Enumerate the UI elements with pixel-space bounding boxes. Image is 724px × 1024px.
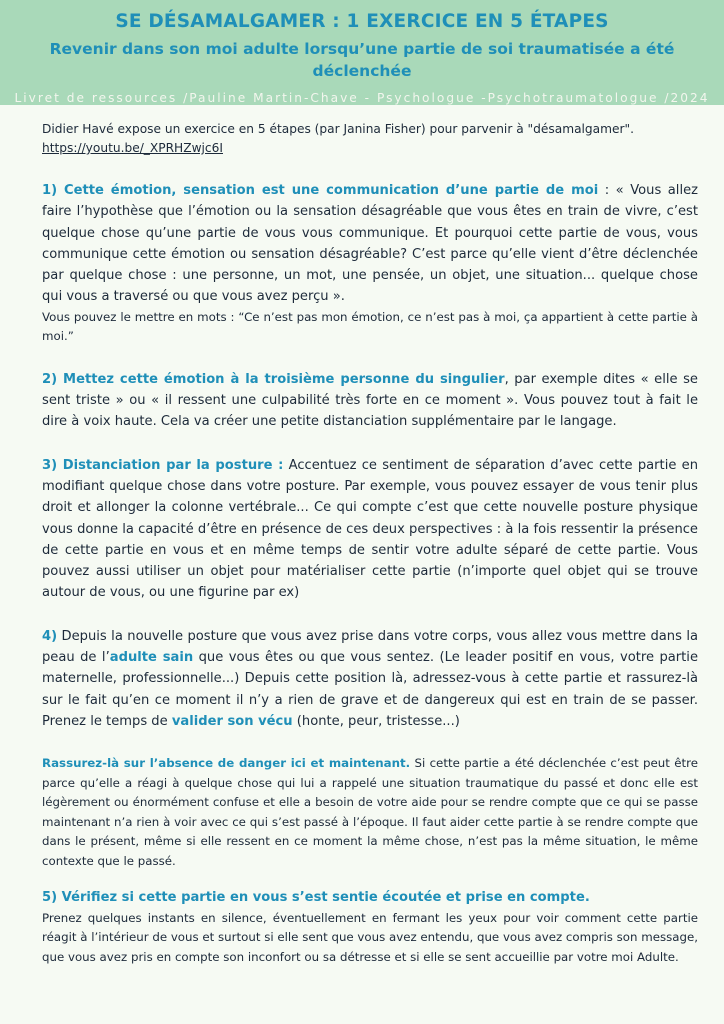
youtube-link[interactable]: https://youtu.be/_XPRHZwjc6I <box>42 141 223 155</box>
step-3-body: Accentuez ce sentiment de séparation d’avec cette partie en modifiant quelque chose dans votre posture. Par exemple, vous pouvez essayer de vous tenir plus droit et allonger la colonne vertébrale... Ce qui compte c’est que cette nouvelle posture physique vous donne la capacité d’être en présence de ces deux perspectives : à la fois ressentir la présence de cette partie en vous et en même temps de sentir votre adulte séparé de cette partie. Vous pouvez aussi utiliser un objet pour matérialiser cette partie (n’importe quel objet qui se trouve autour de vous, ou une figurine par ex) <box>42 457 698 601</box>
step-4-number: 4) <box>42 628 58 644</box>
step-3-heading: 3) Distanciation par la posture : <box>42 457 284 473</box>
step-4 <box>42 626 698 732</box>
page-title: SE DÉSAMALGAMER : 1 EXERCICE EN 5 ÉTAPES <box>115 11 609 32</box>
reassure-paragraph <box>42 754 698 871</box>
step-4-highlight-adulte-sain: adulte sain <box>109 650 194 666</box>
intro-paragraph <box>42 120 698 158</box>
step-1 <box>42 180 698 308</box>
step-2-body: , par exemple dites « elle se sent triste » ou « il ressent une culpabilité très forte en ce moment ». Vous pouvez tout à fait le dire à voix haute. Cela va créer une petite distanciation supplémentaire par le langage. <box>42 371 698 430</box>
step-4-body-c: (honte, peur, tristesse...) <box>292 713 460 729</box>
step-4-highlight-valider: valider son vécu <box>171 713 293 729</box>
page-subtitle: Revenir dans son moi adulte lorsqu’une partie de soi traumatisée a été déclenchée <box>49 40 675 80</box>
step-5-heading: 5) Vérifiez si cette partie en vous s’est sentie écoutée et prise en compte. <box>42 890 590 906</box>
step-1-body: : « Vous allez faire l’hypothèse que l’émotion ou la sensation désagréable que vous êtes en train de vivre, c’est quelque chose qu’une partie de vous vous communique. Et pourquoi cette partie de vous, vous communique cette émotion ou sensation désagréable? C’est parce qu’elle vient d’être déclenchée par quelque chose : une personne, un mot, une pensée, un objet, une situation... quelque chose qui vous a traversé ou que vous avez perçu ». <box>42 183 699 305</box>
document-body <box>42 120 698 967</box>
step-2-heading: Mettez cette émotion à la troisième personne du singulier <box>57 371 505 387</box>
step-5-body: Prenez quelques instants en silence, éventuellement en fermant les yeux pour voir comment cette partie réagit à l’intérieur de vous et surtout si elle sent que vous avez entendu, que vous avez compris son message, que vous avez pris en compte son inconfort ou sa détresse et si elle se sent accueillie par votre moi Adulte. <box>42 910 698 964</box>
step-4-body-a: Depuis la nouvelle posture que vous avez prise dans votre corps, vous allez vous mettre dans la peau de l’ <box>42 628 698 666</box>
step-3 <box>42 455 698 604</box>
step-2 <box>42 369 698 433</box>
intro-text: Didier Havé expose un exercice en 5 étapes (par Janina Fisher) pour parvenir à "désamalgamer". <box>42 122 634 136</box>
page-header <box>0 0 724 105</box>
reassure-body: Si cette partie a été déclenchée c’est peut être parce qu’elle a réagi à quelque chose qui lui a rappelé une situation traumatique du passé et donc elle est légèrement ou énormément confuse et elle a besoin de votre aide pour se rendre compte que ce qui se passe maintenant n’a rien à voir avec ce qui s’est passé à l’époque. Il faut aider cette partie à se rendre compte que dans le présent, même si elle ressent en ce moment la même chose, n’est pas la même situation, le même contexte que le passé. <box>42 756 698 868</box>
step-2-number: 2) <box>42 371 58 387</box>
step-5-heading-line <box>42 887 698 908</box>
step-1-note: Vous pouvez le mettre en mots : “Ce n’est pas mon émotion, ce n’est pas à moi, ça appartient à cette partie à moi.” <box>42 309 698 344</box>
page-credit: Livret de ressources /Pauline Martin-Chave - Psychologue -Psychotraumatologue /2024 <box>14 91 710 105</box>
step-4-body-b: que vous êtes ou que vous sentez. (Le leader positif en vous, votre partie maternelle, professionnelle...) Depuis cette position là, adressez-vous à cette partie et rassurez-là sur le fait qu’en ce moment il n’y a rien de grave et de dangereux qui est en train de se passer. Prenez le temps de <box>42 650 698 729</box>
step-1-heading: 1) Cette émotion, sensation est une communication d’une partie de moi <box>42 183 599 198</box>
reassure-heading: Rassurez-là sur l’absence de danger ici et maintenant. <box>42 756 411 771</box>
